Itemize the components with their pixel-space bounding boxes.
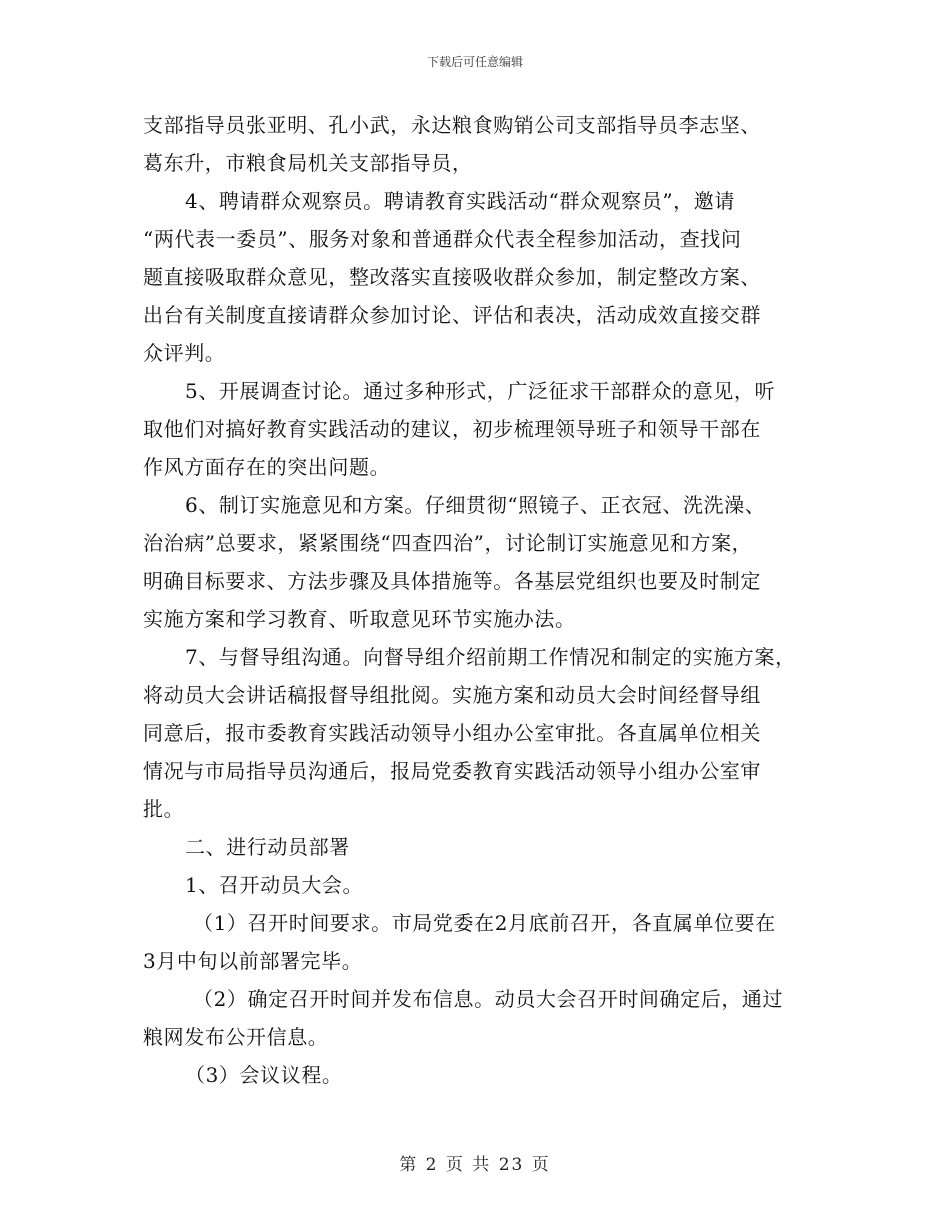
paragraph-line: 题直接吸取群众意见，整改落实直接吸收群众参加，制定整改方案、 (143, 265, 761, 289)
subsection-heading: 1、召开动员大会。 (185, 873, 364, 897)
paragraph-line: （2）确定召开时间并发布信息。动员大会召开时间确定后，通过 (193, 987, 784, 1011)
paragraph-line: 同意后，报市委教育实践活动领导小组办公室审批。各直属单位相关 (143, 721, 761, 745)
paragraph-line: 取他们对搞好教育实践活动的建议，初步梳理领导班子和领导干部在 (143, 417, 761, 441)
paragraph-line: （3）会议议程。 (185, 1063, 343, 1087)
page-header: 下载后可任意编辑 (426, 55, 523, 69)
paragraph-line: （1）召开时间要求。市局党委在2月底前召开，各直属单位要在 (193, 911, 776, 935)
paragraph-line: 将动员大会讲话稿报督导组批阅。实施方案和动员大会时间经督导组 (143, 683, 761, 707)
paragraph-line: 粮网发布公开信息。 (143, 1025, 329, 1049)
paragraph-line: 作风方面存在的突出问题。 (143, 455, 391, 479)
paragraph-line: 支部指导员张亚明、孔小武，永达粮食购销公司支部指导员李志坚、 (143, 113, 761, 137)
section-heading: 二、进行动员部署 (185, 835, 350, 859)
paragraph-line: 治治病”总要求，紧紧围绕“四查四治”，讨论制订实施意见和方案， (143, 531, 753, 555)
paragraph-line: 6、制订实施意见和方案。仔细贯彻“照镜子、正衣冠、洗洗澡、 (185, 493, 766, 517)
page-number-footer: 第 2 页 共 23 页 (399, 1155, 551, 1175)
paragraph-line: 葛东升，市粮食局机关支部指导员， (143, 151, 473, 175)
paragraph-line: 实施方案和学习教育、听取意见环节实施办法。 (143, 607, 576, 631)
paragraph-line: 7、与督导组沟通。向督导组介绍前期工作情况和制定的实施方案， (185, 645, 796, 669)
paragraph-line: 4、聘请群众观察员。聘请教育实践活动“群众观察员”，邀请 (185, 189, 735, 213)
paragraph-line: 众评判。 (143, 341, 226, 365)
paragraph-line: 明确目标要求、方法步骤及具体措施等。各基层党组织也要及时制定 (143, 569, 761, 593)
paragraph-line: 出台有关制度直接请群众参加讨论、评估和表决，活动成效直接交群 (143, 303, 761, 327)
paragraph-line: “两代表一委员”、服务对象和普通群众代表全程参加活动，查找问 (143, 227, 742, 251)
document-body (143, 106, 823, 1094)
paragraph-line: 情况与市局指导员沟通后，报局党委教育实践活动领导小组办公室审 (143, 759, 761, 783)
paragraph-line: 5、开展调查讨论。通过多种形式，广泛征求干部群众的意见，听 (185, 379, 776, 403)
paragraph-line: 3月中旬以前部署完毕。 (143, 949, 363, 973)
paragraph-line: 批。 (143, 797, 185, 821)
